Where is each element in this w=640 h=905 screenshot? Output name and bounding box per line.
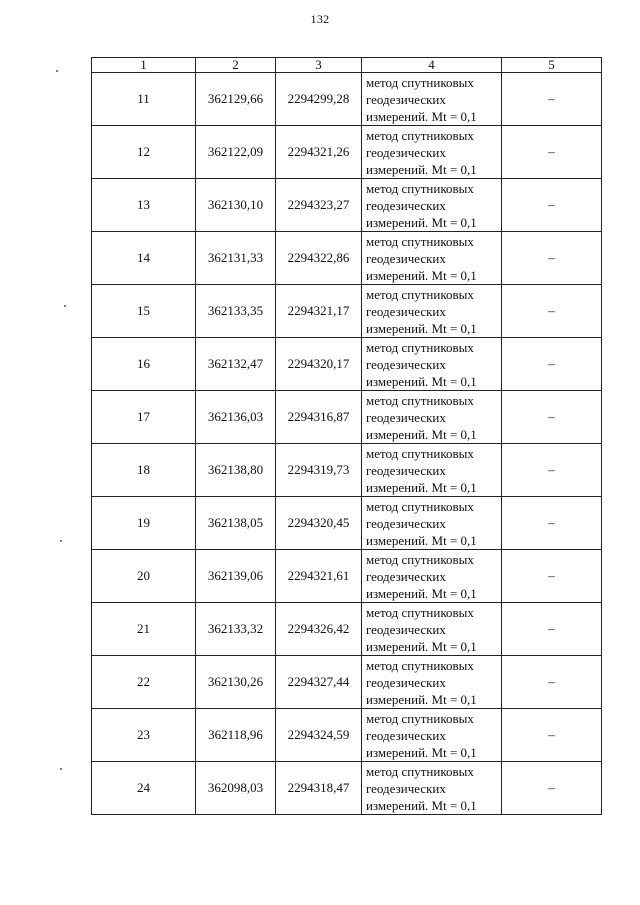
column-header: 5 — [502, 58, 602, 73]
dash-mark: – — [548, 356, 555, 371]
method-line: геодезических — [366, 356, 446, 372]
dash-mark: – — [548, 674, 555, 689]
method-line: метод спутниковых — [366, 763, 474, 779]
method-line: измерений. Mt = 0,1 — [366, 267, 477, 283]
note-cell — [502, 603, 602, 656]
x-coordinate-cell: 362133,35 — [196, 285, 276, 338]
method-line: метод спутниковых — [366, 233, 474, 249]
method-line: метод спутниковых — [366, 127, 474, 143]
method-line: геодезических — [366, 197, 446, 213]
table-row — [92, 179, 602, 232]
method-line: геодезических — [366, 303, 446, 319]
point-number-cell: 15 — [92, 285, 196, 338]
point-number-cell: 18 — [92, 444, 196, 497]
method-line: измерений. Mt = 0,1 — [366, 797, 477, 813]
y-coordinate-cell: 2294321,61 — [276, 550, 362, 603]
x-coordinate-cell: 362118,96 — [196, 709, 276, 762]
dash-mark: – — [548, 409, 555, 424]
x-coordinate-cell: 362130,10 — [196, 179, 276, 232]
method-cell — [362, 444, 502, 497]
table-row — [92, 444, 602, 497]
x-coordinate-cell: 362138,05 — [196, 497, 276, 550]
method-line: метод спутниковых — [366, 710, 474, 726]
dash-mark: – — [548, 727, 555, 742]
x-coordinate-cell: 362131,33 — [196, 232, 276, 285]
page-number: 132 — [310, 12, 330, 26]
x-coordinate-cell: 362098,03 — [196, 762, 276, 815]
method-line: измерений. Mt = 0,1 — [366, 691, 477, 707]
note-cell — [502, 497, 602, 550]
dash-mark: – — [548, 515, 555, 530]
y-coordinate-cell: 2294319,73 — [276, 444, 362, 497]
x-coordinate-cell: 362122,09 — [196, 126, 276, 179]
method-line: измерений. Mt = 0,1 — [366, 532, 477, 548]
method-line: метод спутниковых — [366, 604, 474, 620]
dash-mark: – — [548, 462, 555, 477]
column-header: 2 — [196, 58, 276, 73]
scan-speck — [60, 540, 62, 542]
point-number-cell: 23 — [92, 709, 196, 762]
method-line: измерений. Mt = 0,1 — [366, 108, 477, 124]
method-line: геодезических — [366, 515, 446, 531]
method-cell — [362, 73, 502, 126]
method-line: измерений. Mt = 0,1 — [366, 585, 477, 601]
table-row — [92, 497, 602, 550]
x-coordinate-cell: 362130,26 — [196, 656, 276, 709]
point-number-cell: 17 — [92, 391, 196, 444]
point-number-cell: 19 — [92, 497, 196, 550]
note-cell — [502, 550, 602, 603]
method-line: измерений. Mt = 0,1 — [366, 320, 477, 336]
coordinates-table — [91, 57, 602, 815]
method-line: измерений. Mt = 0,1 — [366, 638, 477, 654]
table-body — [92, 58, 602, 815]
table-row — [92, 73, 602, 126]
dash-mark: – — [548, 197, 555, 212]
x-coordinate-cell: 362133,32 — [196, 603, 276, 656]
table-row — [92, 762, 602, 815]
method-line: геодезических — [366, 250, 446, 266]
point-number-cell: 22 — [92, 656, 196, 709]
method-line: метод спутниковых — [366, 551, 474, 567]
x-coordinate-cell: 362132,47 — [196, 338, 276, 391]
method-line: геодезических — [366, 568, 446, 584]
point-number-cell: 13 — [92, 179, 196, 232]
y-coordinate-cell: 2294322,86 — [276, 232, 362, 285]
table-row — [92, 285, 602, 338]
dash-mark: – — [548, 91, 555, 106]
method-cell — [362, 762, 502, 815]
point-number-cell: 12 — [92, 126, 196, 179]
method-line: метод спутниковых — [366, 392, 474, 408]
table-row — [92, 603, 602, 656]
method-cell — [362, 391, 502, 444]
x-coordinate-cell: 362129,66 — [196, 73, 276, 126]
method-line: метод спутниковых — [366, 445, 474, 461]
method-line: геодезических — [366, 621, 446, 637]
y-coordinate-cell: 2294320,17 — [276, 338, 362, 391]
method-cell — [362, 126, 502, 179]
method-line: метод спутниковых — [366, 339, 474, 355]
method-cell — [362, 603, 502, 656]
method-cell — [362, 338, 502, 391]
table-row — [92, 709, 602, 762]
method-cell — [362, 656, 502, 709]
method-line: геодезических — [366, 780, 446, 796]
method-line: метод спутниковых — [366, 498, 474, 514]
note-cell — [502, 73, 602, 126]
y-coordinate-cell: 2294327,44 — [276, 656, 362, 709]
method-line: геодезических — [366, 144, 446, 160]
method-line: геодезических — [366, 462, 446, 478]
point-number-cell: 14 — [92, 232, 196, 285]
y-coordinate-cell: 2294323,27 — [276, 179, 362, 232]
column-header: 1 — [92, 58, 196, 73]
method-line: измерений. Mt = 0,1 — [366, 214, 477, 230]
x-coordinate-cell: 362136,03 — [196, 391, 276, 444]
table-row — [92, 338, 602, 391]
method-line: измерений. Mt = 0,1 — [366, 161, 477, 177]
note-cell — [502, 391, 602, 444]
note-cell — [502, 444, 602, 497]
column-header: 3 — [276, 58, 362, 73]
y-coordinate-cell: 2294299,28 — [276, 73, 362, 126]
y-coordinate-cell: 2294320,45 — [276, 497, 362, 550]
point-number-cell: 11 — [92, 73, 196, 126]
table-header-row — [92, 58, 602, 73]
note-cell — [502, 285, 602, 338]
y-coordinate-cell: 2294326,42 — [276, 603, 362, 656]
method-line: геодезических — [366, 409, 446, 425]
method-line: измерений. Mt = 0,1 — [366, 426, 477, 442]
note-cell — [502, 338, 602, 391]
dash-mark: – — [548, 250, 555, 265]
note-cell — [502, 762, 602, 815]
method-line: измерений. Mt = 0,1 — [366, 479, 477, 495]
y-coordinate-cell: 2294316,87 — [276, 391, 362, 444]
method-cell — [362, 497, 502, 550]
table-row — [92, 656, 602, 709]
point-number-cell: 24 — [92, 762, 196, 815]
table-row — [92, 391, 602, 444]
table-row — [92, 550, 602, 603]
dash-mark: – — [548, 568, 555, 583]
note-cell — [502, 126, 602, 179]
note-cell — [502, 709, 602, 762]
method-line: метод спутниковых — [366, 74, 474, 90]
column-header: 4 — [362, 58, 502, 73]
point-number-cell: 20 — [92, 550, 196, 603]
method-cell — [362, 709, 502, 762]
method-line: геодезических — [366, 727, 446, 743]
method-line: измерений. Mt = 0,1 — [366, 373, 477, 389]
y-coordinate-cell: 2294321,17 — [276, 285, 362, 338]
x-coordinate-cell: 362139,06 — [196, 550, 276, 603]
method-cell — [362, 179, 502, 232]
method-line: метод спутниковых — [366, 286, 474, 302]
method-cell — [362, 550, 502, 603]
scan-speck — [60, 768, 62, 770]
method-line: геодезических — [366, 674, 446, 690]
method-line: метод спутниковых — [366, 657, 474, 673]
point-number-cell: 16 — [92, 338, 196, 391]
method-cell — [362, 232, 502, 285]
dash-mark: – — [548, 621, 555, 636]
x-coordinate-cell: 362138,80 — [196, 444, 276, 497]
y-coordinate-cell: 2294321,26 — [276, 126, 362, 179]
dash-mark: – — [548, 303, 555, 318]
point-number-cell: 21 — [92, 603, 196, 656]
scan-speck — [64, 305, 66, 307]
method-cell — [362, 285, 502, 338]
method-line: измерений. Mt = 0,1 — [366, 744, 477, 760]
dash-mark: – — [548, 780, 555, 795]
table-row — [92, 126, 602, 179]
scan-speck — [56, 70, 58, 72]
note-cell — [502, 179, 602, 232]
method-line: геодезических — [366, 91, 446, 107]
method-line: метод спутниковых — [366, 180, 474, 196]
note-cell — [502, 656, 602, 709]
dash-mark: – — [548, 144, 555, 159]
table-row — [92, 232, 602, 285]
y-coordinate-cell: 2294324,59 — [276, 709, 362, 762]
note-cell — [502, 232, 602, 285]
y-coordinate-cell: 2294318,47 — [276, 762, 362, 815]
